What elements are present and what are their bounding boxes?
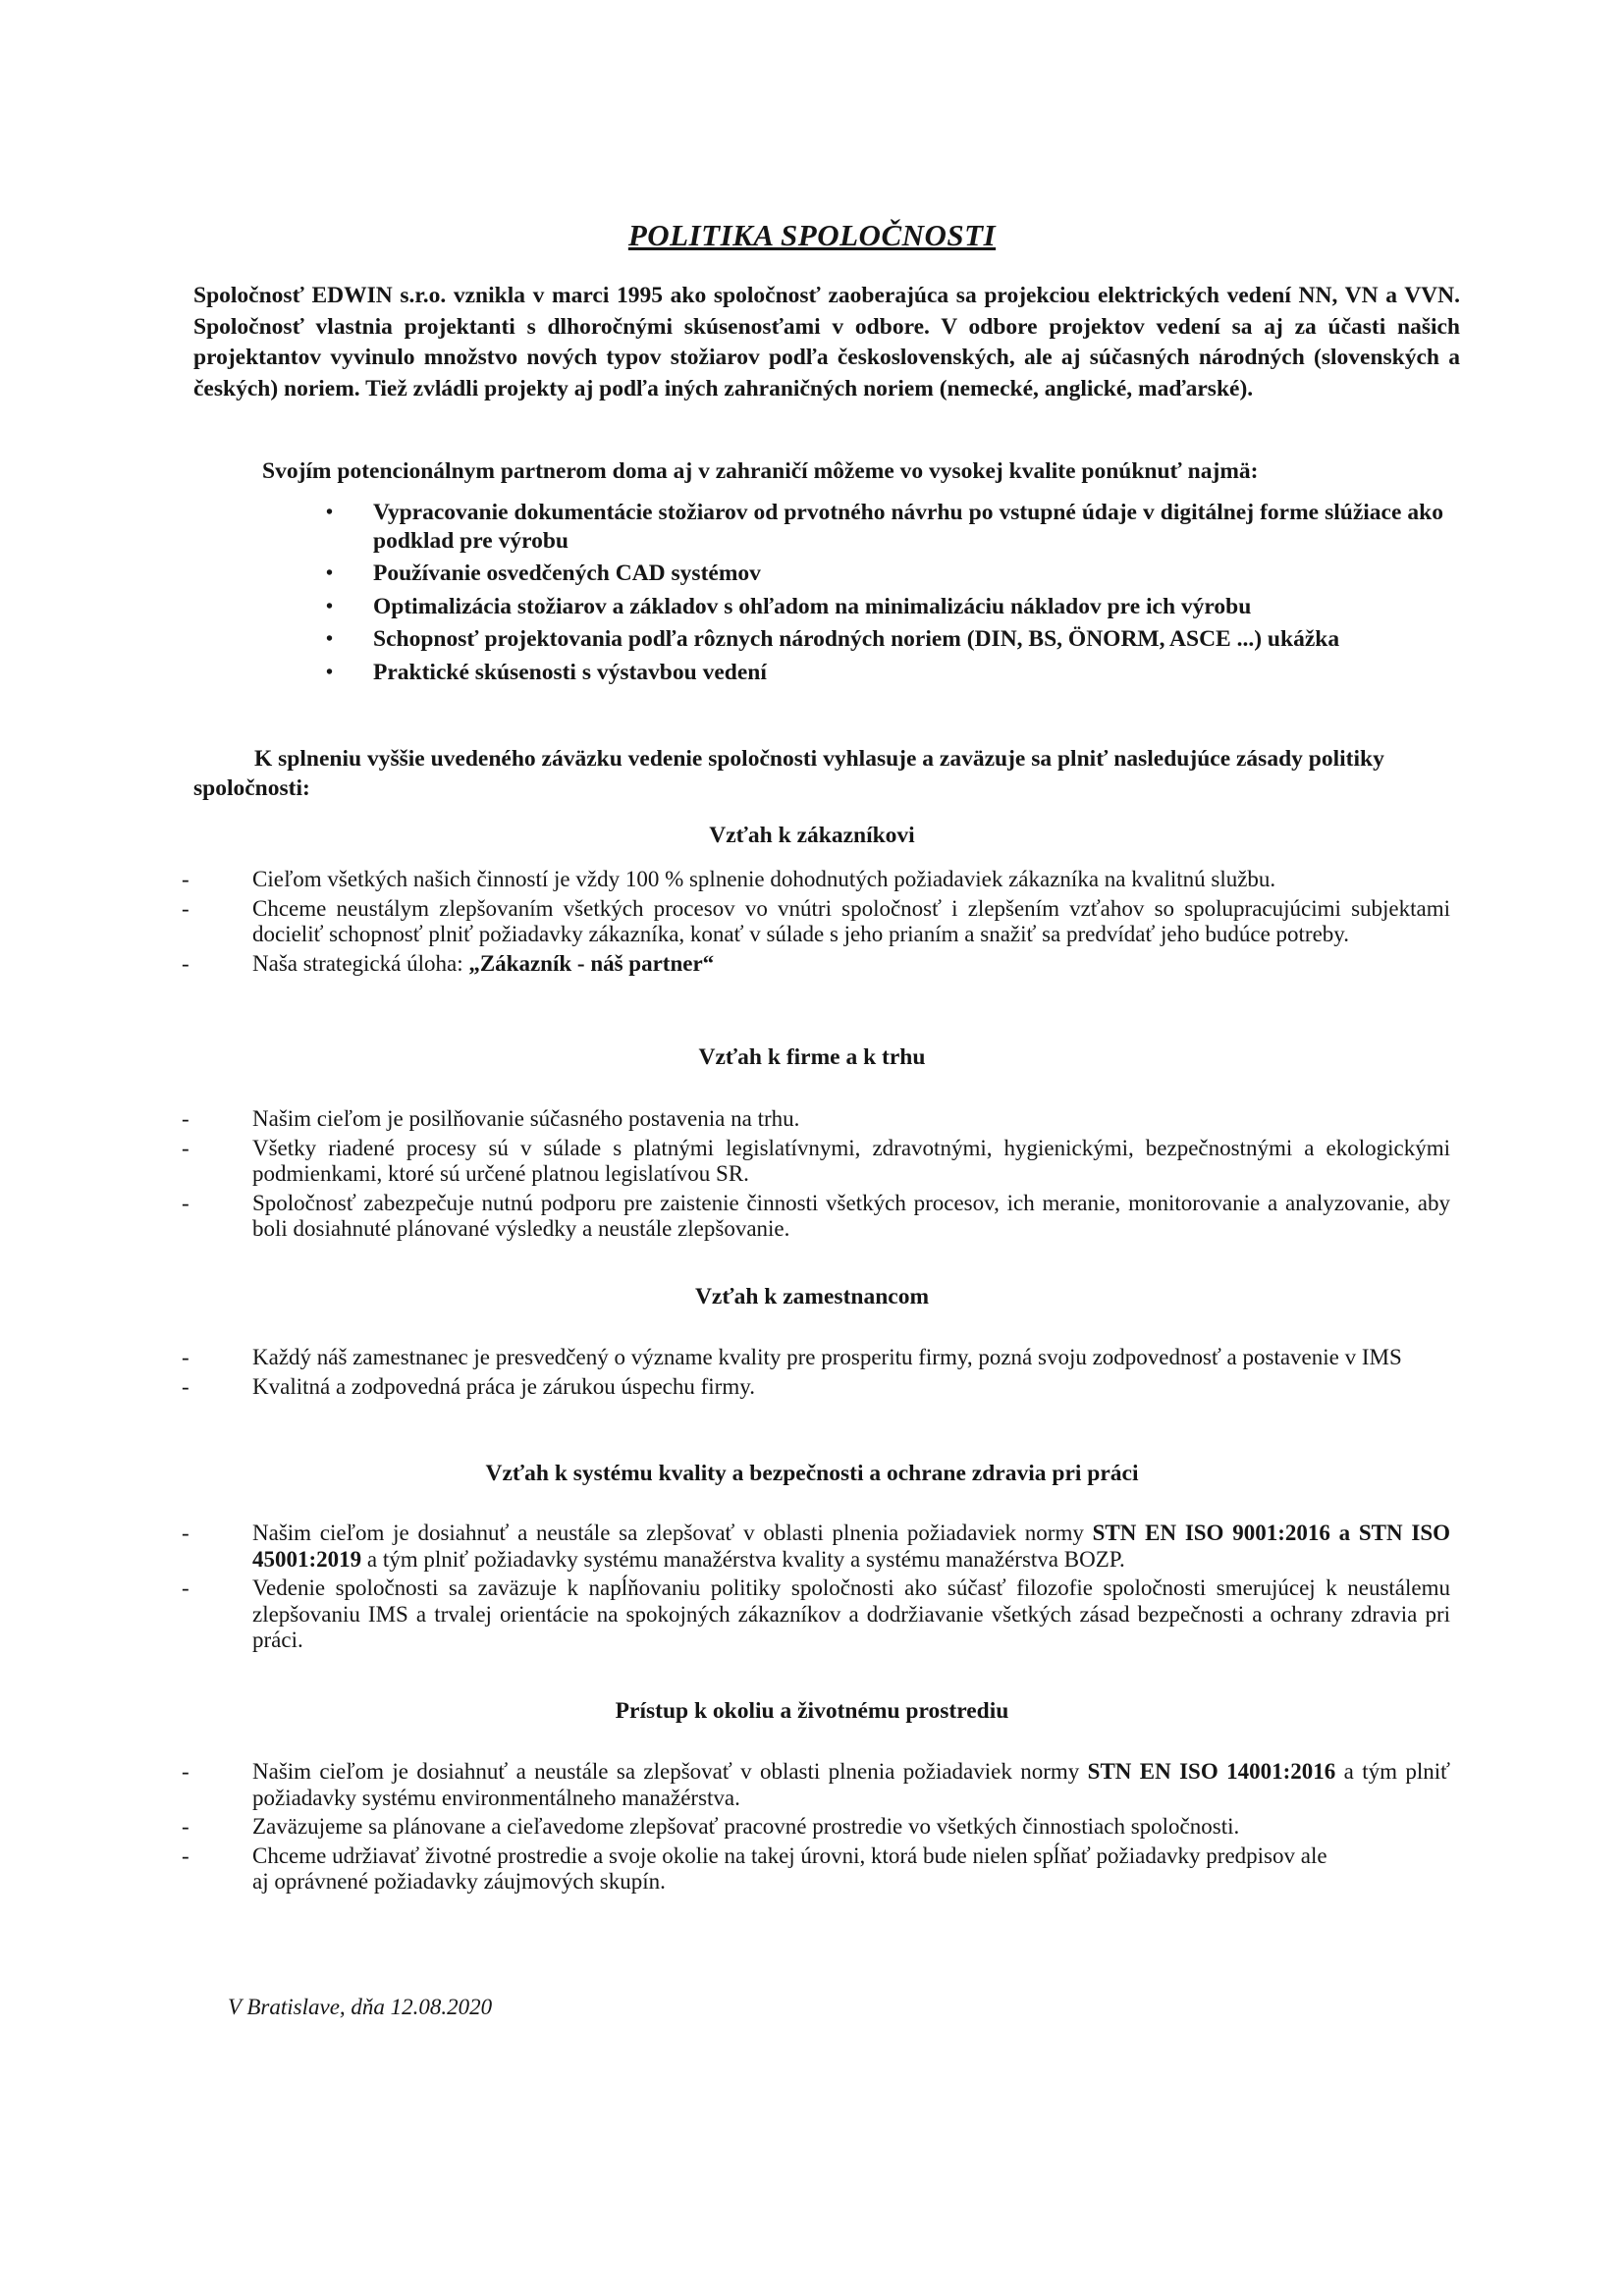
policy-item [174,1843,1450,1896]
bullet-icon: • [326,562,334,584]
policy-item-text: Našim cieľom je dosiahnuť a neustále sa zlepšovať v oblasti plnenia požiadaviek normy [252,1521,1093,1545]
offer-item: • Praktické skúsenosti s výstavbou vedení [326,659,767,685]
bullet-icon: • [326,628,334,650]
policy-item-text: Chceme udržiavať životné prostredie a svoje okolie na takej úrovni, ktorá bude nielen spĺňať požiadavky predpisov ale [252,1842,1327,1868]
policy-item [174,896,1450,948]
policy-item-text: a tým plniť požiadavky systému manažérstva kvality a systému manažérstva BOZP. [361,1546,1125,1572]
offer-item: • Vypracovanie dokumentácie stožiarov od prvotného návrhu po vstupné údaje v digitálnej forme slúžiace ako podklad pre výrobu [326,500,1443,554]
policy-item-text: Naša strategická úloha: [252,950,469,976]
dash-icon: - [182,1842,189,1868]
dash-icon: - [182,1521,189,1545]
section-heading-customer: Vzťah k zákazníkovi [709,823,915,848]
policy-item-text: Vedenie spoločnosti sa zaväzuje k napĺňovaniu politiky spoločnosti ako súčasť filozofie spoločnosti smerujúcej k neustálemu zlepšovaniu IMS a trvalej orientácie na spokojných zákazníkov a dodržiavanie všetkých zásad bezpečnosti a ochrany zdravia pri práci. [252,1575,1450,1652]
dash-icon: - [182,1106,189,1131]
dash-icon: - [182,895,189,921]
policy-item-text: Kvalitná a zodpovedná práca je zárukou úspechu firmy. [252,1373,755,1399]
signature-place-date: V Bratislave, dňa 12.08.2020 [228,1995,493,2019]
policy-item-text: Zaväzujeme sa plánovane a cieľavedome zlepšovať pracovné prostredie vo všetkých činnostiach spoločnosti. [252,1814,1240,1839]
section-list-firm-market [174,1106,1450,1246]
section-heading-firm-market: Vzťah k firme a k trhu [698,1044,926,1070]
offer-intro: Svojím potencionálnym partnerom doma aj v zahraničí môžeme vo vysokej kvalite ponúknuť najmä: [262,458,1259,484]
section-heading-environment: Prístup k okoliu a životnému prostrediu [615,1698,1009,1724]
offer-list [314,499,1443,691]
offer-item: • Používanie osvedčených CAD systémov [326,561,761,586]
policy-item [174,1575,1450,1654]
policy-item-text: Chceme neustálym zlepšovaním všetkých procesov vo vnútri spoločnosť i zlepšením vzťahov so spolupracujúcimi subjektami docieliť schopnosť plniť požiadavky zákazníka, konať v súlade s jeho prianím a snažiť sa predvídať jeho budúce potreby. [252,895,1450,946]
policy-item-text: STN EN ISO 9001:2016 a STN ISO 45001:2019 [252,1521,1451,1572]
policy-item [174,1814,1450,1841]
policy-item-text: „Zákazník - náš partner“ [468,950,715,976]
policy-item [174,1191,1450,1243]
policy-item [174,867,1450,893]
dash-icon: - [182,1759,189,1784]
section-list-quality-safety [174,1521,1450,1657]
dash-icon: - [182,1575,189,1600]
policy-item [174,1374,1450,1401]
bullet-icon: • [326,502,334,523]
policy-item [174,1106,1450,1133]
policy-item-text: Spoločnosť zabezpečuje nutnú podporu pre zaistenie činnosti všetkých procesov, ich meranie, monitorovanie a analyzovanie, aby boli dosiahnuté plánované výsledky a neustále zlepšovanie. [252,1190,1450,1241]
policy-item-text: Všetky riadené procesy sú v súlade s platnými legislatívnymi, zdravotnými, hygienickými, bezpečnostnými a ekologickými podmienkami, ktoré sú určené platnou legislatívou SR. [252,1135,1450,1186]
policy-item [174,1759,1450,1811]
policy-item [174,1345,1450,1371]
policy-item-text: STN EN ISO 14001:2016 [1087,1759,1336,1784]
policy-item-text: Každý náš zamestnanec je presvedčený o význame kvality pre prosperitu firmy, pozná svoju zodpovednosť a postavenie v IMS [252,1345,1402,1369]
dash-icon: - [182,1345,189,1369]
offer-item: • Schopnosť projektovania podľa rôznych národných noriem (DIN, BS, ÖNORM, ASCE ...) ukážka [326,626,1340,652]
commitment-paragraph: K splneniu vyššie uvedeného záväzku vedenie spoločnosti vyhlasuje a zaväzuje sa plniť nasledujúce zásady politiky spoločnosti: [193,746,1384,801]
dash-icon: - [182,1135,189,1160]
document-title: POLITIKA SPOLOČNOSTI [627,218,997,252]
section-list-employees [174,1345,1450,1403]
offer-item: • Optimalizácia stožiarov a základov s ohľadom na minimalizáciu nákladov pre ich výrobu [326,593,1252,619]
section-heading-quality-safety: Vzťah k systému kvality a bezpečnosti a ochrane zdravia pri práci [485,1461,1139,1486]
policy-item-text: Cieľom všetkých našich činností je vždy 100 % splnenie dohodnutých požiadaviek zákazníka na kvalitnú službu. [252,867,1276,891]
bullet-icon: • [326,661,334,683]
dash-icon: - [182,867,189,891]
dash-icon: - [182,950,189,976]
dash-icon: - [182,1814,189,1839]
policy-item [174,1521,1450,1573]
policy-item-text: a tým plniť požiadavky systému environmentálneho manažérstva. [252,1759,1450,1810]
section-heading-employees: Vzťah k zamestnancom [694,1284,930,1309]
section-list-environment [174,1759,1450,1898]
policy-item-text: Našim cieľom je posilňovanie súčasného postavenia na trhu. [252,1106,800,1131]
dash-icon: - [182,1190,189,1215]
policy-item-text: aj oprávnené požiadavky záujmových skupín. [252,1869,666,1894]
intro-paragraph: Spoločnosť EDWIN s.r.o. vznikla v marci 1995 ako spoločnosť zaoberajúca sa projekciou elektrických vedení NN, VN a VVN. Spoločnosť vlastnia projektanti s dlhoročnými skúsenosťami v odbore. V odbore projektov vedení sa aj za účasti našich projektantov vyvinulo množstvo nových typov stožiarov podľa československých, ale aj súčasných národných (slovenských a českých) noriem. Tiež zvládli projekty aj podľa iných zahraničných noriem (nemecké, anglické, maďarské). [193,283,1460,401]
policy-item-text: Našim cieľom je dosiahnuť a neustále sa zlepšovať v oblasti plnenia požiadaviek normy [252,1759,1088,1784]
dash-icon: - [182,1373,189,1399]
policy-item [174,1136,1450,1188]
policy-item [174,951,1450,978]
bullet-icon: • [326,595,334,617]
section-list-customer [174,867,1450,980]
